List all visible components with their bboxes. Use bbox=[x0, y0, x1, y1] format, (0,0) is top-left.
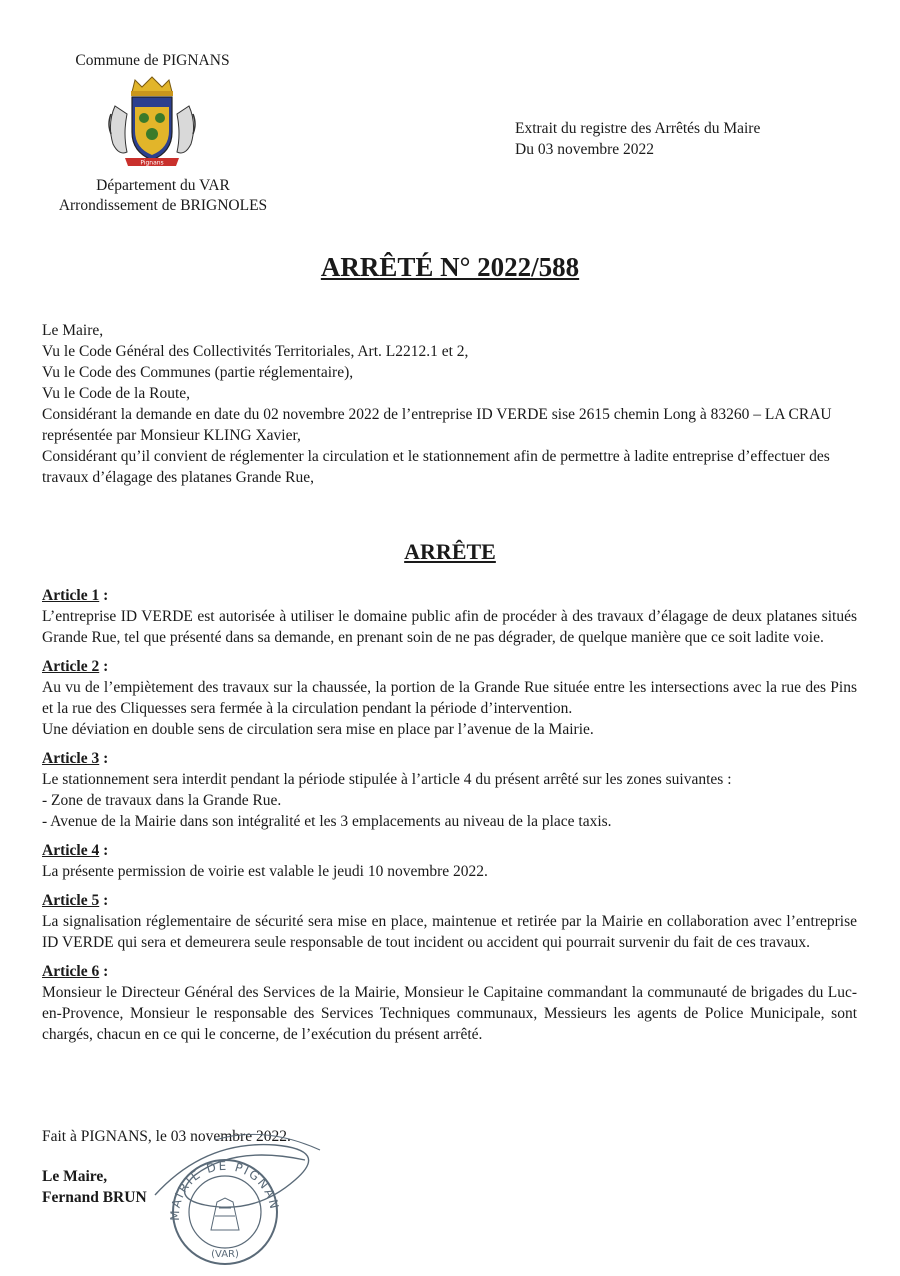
articles bbox=[42, 585, 857, 1053]
extract-date: Du 03 novembre 2022 bbox=[515, 141, 655, 158]
article-text: La signalisation réglementaire de sécurité sera mise en place, maintenue et retirée par la Mairie en collaboration avec l’entreprise ID VERDE qui sera et demeurera seule responsable de tout incident ou accident qui pourrait survenir du fait de ces travaux. bbox=[42, 913, 857, 951]
article-1: Article 1 : L’entreprise ID VERDE est autorisée à utiliser le domaine public afin de procéder à des travaux d’élagage de deux platanes situés Grande Rue, tel que présenté dans sa demande, en prenant soin de ne pas dégrader, de quelque manière que ce soit ladite voie. bbox=[42, 587, 857, 646]
extract-line-1: Extrait du registre des Arrêtés du Maire bbox=[515, 120, 761, 137]
article-2: Article 2 : Au vu de l’empiètement des travaux sur la chaussée, la portion de la Grande Rue située entre les intersections avec la rue des Pins et la rue des Cliquesses sera fermée à la circulation pendant la période d’intervention. Une déviation en double sens de circulation sera mise en place par l’avenue de la Mairie. bbox=[42, 658, 857, 738]
article-text: - Avenue de la Mairie dans son intégralité et les 3 emplacements au niveau de la place taxis. bbox=[42, 813, 612, 830]
article-heading: Article 5 bbox=[42, 892, 100, 909]
arrondissement-name: Arrondissement de BRIGNOLES bbox=[58, 197, 268, 214]
department-block bbox=[28, 176, 298, 216]
preamble-line: Vu le Code Général des Collectivités Territoriales, Art. L2212.1 et 2, bbox=[42, 343, 469, 360]
stamp-text: MAIRIE DE PIGNAN bbox=[167, 1158, 282, 1221]
article-text: L’entreprise ID VERDE est autorisée à utiliser le domaine public afin de procéder à des travaux d’élagage de deux platanes situés Grande Rue, tel que présenté dans sa demande, en prenant soin de ne pas dégrader, de quelque manière que ce soit ladite voie. bbox=[42, 608, 857, 646]
article-6: Article 6 : Monsieur le Directeur Général des Services de la Mairie, Monsieur le Capitaine commandant la communauté de brigades du Luc-en-Provence, Monsieur le responsable des Services Techniques communaux, Messieurs les agents de Police Municipale, sont chargés, chacun en ce qui le concerne, de l’exécution du présent arrêté. bbox=[42, 963, 857, 1043]
preamble-line: Considérant la demande en date du 02 novembre 2022 de l’entreprise ID VERDE sise 2615 chemin Long à 83260 – LA CRAU représentée par Monsieur KLING Xavier, bbox=[42, 406, 832, 444]
article-text: La présente permission de voirie est valable le jeudi 10 novembre 2022. bbox=[42, 863, 488, 880]
article-text: Au vu de l’empiètement des travaux sur la chaussée, la portion de la Grande Rue située entre les intersections avec la rue des Pins et la rue des Cliquesses sera fermée à la circulation pendant la période d’intervention. bbox=[42, 679, 857, 717]
stamp-sub: (VAR) bbox=[211, 1249, 239, 1260]
article-text: Une déviation en double sens de circulation sera mise en place par l’avenue de la Mairie. bbox=[42, 721, 594, 738]
commune-name: Commune de PIGNANS bbox=[75, 52, 230, 69]
preamble-line: Considérant qu’il convient de réglementer la circulation et le stationnement afin de permettre à ladite entreprise d’effectuer des travaux d’élagage des platanes Grande Rue, bbox=[42, 448, 830, 486]
page-title: ARRÊTÉ N° 2022/588 bbox=[320, 252, 580, 282]
arrete-heading: ARRÊTE bbox=[404, 539, 496, 564]
article-heading: Article 4 bbox=[42, 842, 100, 859]
place-date: Fait à PIGNANS, le 03 novembre 2022. bbox=[42, 1128, 291, 1145]
article-5: Article 5 : La signalisation réglementaire de sécurité sera mise en place, maintenue et retirée par la Mairie en collaboration avec l’entreprise ID VERDE qui sera et demeurera seule responsable de tout incident ou accident qui pourrait survenir du fait de ces travaux. bbox=[42, 892, 857, 951]
article-text: - Zone de travaux dans la Grande Rue. bbox=[42, 792, 282, 809]
article-text: Monsieur le Directeur Général des Services de la Mairie, Monsieur le Capitaine commandant la communauté de brigades du Luc-en-Provence, Monsieur le responsable des Services Techniques communaux, Messieurs les agents de Police Municipale, sont chargés, chacun en ce qui le concerne, de l’exécution du présent arrêté. bbox=[42, 984, 857, 1043]
preamble-line: Vu le Code des Communes (partie réglementaire), bbox=[42, 364, 354, 381]
article-heading: Article 6 bbox=[42, 963, 100, 980]
coat-of-arms-icon bbox=[97, 74, 207, 170]
article-4: Article 4 : La présente permission de voirie est valable le jeudi 10 novembre 2022. bbox=[42, 840, 857, 882]
preamble bbox=[42, 320, 857, 488]
signatory-name: Fernand BRUN bbox=[42, 1189, 147, 1206]
preamble-line: Le Maire, bbox=[42, 322, 104, 339]
extract-reference bbox=[515, 118, 845, 160]
article-heading: Article 2 bbox=[42, 658, 100, 675]
article-heading: Article 1 bbox=[42, 587, 100, 604]
article-3: Article 3 : Le stationnement sera interdit pendant la période stipulée à l’article 4 du présent arrêté sur les zones suivantes : - Zone de travaux dans la Grande Rue. - Avenue de la Mairie dans son intégralité et les 3 emplacements au niveau de la place taxis. bbox=[42, 748, 857, 832]
signatory-title: Le Maire, bbox=[42, 1168, 108, 1185]
department-name: Département du VAR bbox=[96, 177, 230, 194]
preamble-line: Vu le Code de la Route, bbox=[42, 385, 191, 402]
coat-banner-label: Pignans bbox=[140, 159, 164, 167]
article-text: Le stationnement sera interdit pendant la période stipulée à l’article 4 du présent arrêté sur les zones suivantes : bbox=[42, 771, 732, 788]
mairie-stamp-icon bbox=[145, 1120, 345, 1270]
article-heading: Article 3 bbox=[42, 750, 100, 767]
